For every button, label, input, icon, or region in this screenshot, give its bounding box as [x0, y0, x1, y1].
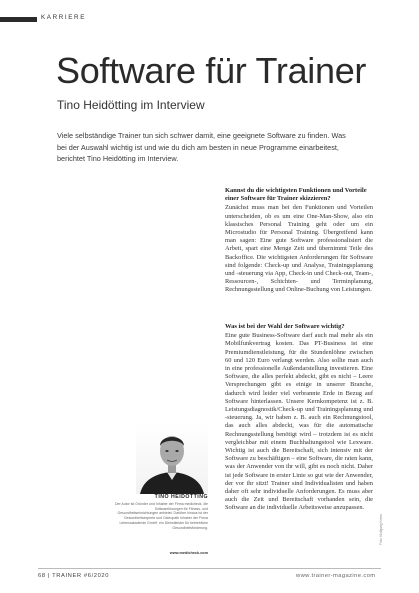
question-2-heading: Was ist bei der Wahl der Software wichtig?: [225, 323, 345, 330]
footer-divider: [38, 568, 381, 569]
interview-question-2: [225, 323, 373, 513]
author-photo: [136, 422, 208, 494]
interview-question-1: [225, 187, 373, 295]
photo-credit: Foto: Wolfgang Krenn: [379, 514, 383, 545]
page-title: Software für Trainer: [56, 50, 367, 91]
page-number: 68 | TRAINER #6/2020: [38, 573, 110, 579]
answer-1-text: Zunächst muss man bei den Funktionen und Vorteilen unterscheiden, ob es um eine One-Man-Show, also ein klassisches Personal Training geht oder um ein Microstudio für Personal Training. Übergreifend kann man sagen: Eine gute Software professionalisiert die Arbeit, spart eine Menge Zeit und übernimmt Teile des Backoffice. Die wichtigsten Anforderungen für Software sind folgende: Check-up und Analyse, Trainingsplanung und -steuerung via App, Check-in und Check-out, Team-, Ressourcen-, Schichten- und Terminplanung, Rechnungsstellung und Online-Buchung von Leistungen.: [225, 204, 373, 294]
answer-2-text: Eine gute Business-Software darf auch mal mehr als ein Mobilfunkvertrag kosten. Das PT-Business ist eine Premiumdienstleistung, für die Stundenlöhne zwischen 60 und 120 Euro verlangt werden. Also sollte man auch in eine professionelle Außendarstellung investieren. Eine Software, die alles perfekt abdeckt, gibt es nicht – Leere Versprechungen gibt es einige in unserer Branche, dadurch wird leider viel verbrannte Erde in Bezug auf Software hinterlassen. Unsere Kernkompetenz ist z. B. Leistungsdiagnostik/Check-up und Trainingsplanung und -steuerung. Ja, wir haben z. B. auch ein Rechnungstool, das auch alles abdeckt, was für die automatische Rechnungsstellung benötigt wird – trotzdem ist es nicht vergleichbar mit einem Buchhaltungstool wie Lexware. Wichtig ist auch die Bereitschaft, sich intensiv mit der Software zu beschäftigen – eine Software, die raten kann, was der Anwender von ihr will, gibt es noch nicht. Daher ist jede Software in erster Linie so gut wie der Anwender, der vor ihr sitzt! Trainer sind Individualisten und haben daher oft sehr individuelle Anforderungen. Es muss aber auch die Zeit und Bereitschaft vorhanden sein, die Software an die individuelle Arbeitsweise anzupassen.: [225, 332, 373, 512]
page-subtitle: Tino Heidötting im Interview: [57, 98, 205, 112]
author-website-link[interactable]: www.medicheck.com: [169, 551, 208, 555]
footer-website[interactable]: www.trainer-magazine.com: [296, 573, 376, 579]
question-1-heading: Kannst du die wichtigsten Funktionen und Vorteile einer Software für Trainer skizzieren?: [225, 187, 367, 203]
author-name: TINO HEIDÖTTING: [154, 494, 208, 500]
lead-paragraph: Viele selbständige Trainer tun sich schwer damit, eine geeignete Software zu finden. Was bei der Auswahl wichtig ist und wie du dich am besten in neue Programme einarbeitest, berichtet Tino Heidötting im Interview.: [57, 131, 346, 164]
section-bar: [0, 17, 37, 22]
author-portrait-image: [136, 422, 208, 494]
author-bio: Der Autor ist Gründer und Inhaber der Firma medicheck, die Softwarelösungen für Fitness- und Gesundheitseinrichtungen anbietet. Darüber hinaus ist der Gesundheitsexperte und Osteopath Inhaber der Firma Lebensakademie GmbH, ein Dienstleister für betriebliche Gesundheitsförderung.: [115, 502, 208, 530]
section-label: KARRIERE: [41, 14, 86, 21]
